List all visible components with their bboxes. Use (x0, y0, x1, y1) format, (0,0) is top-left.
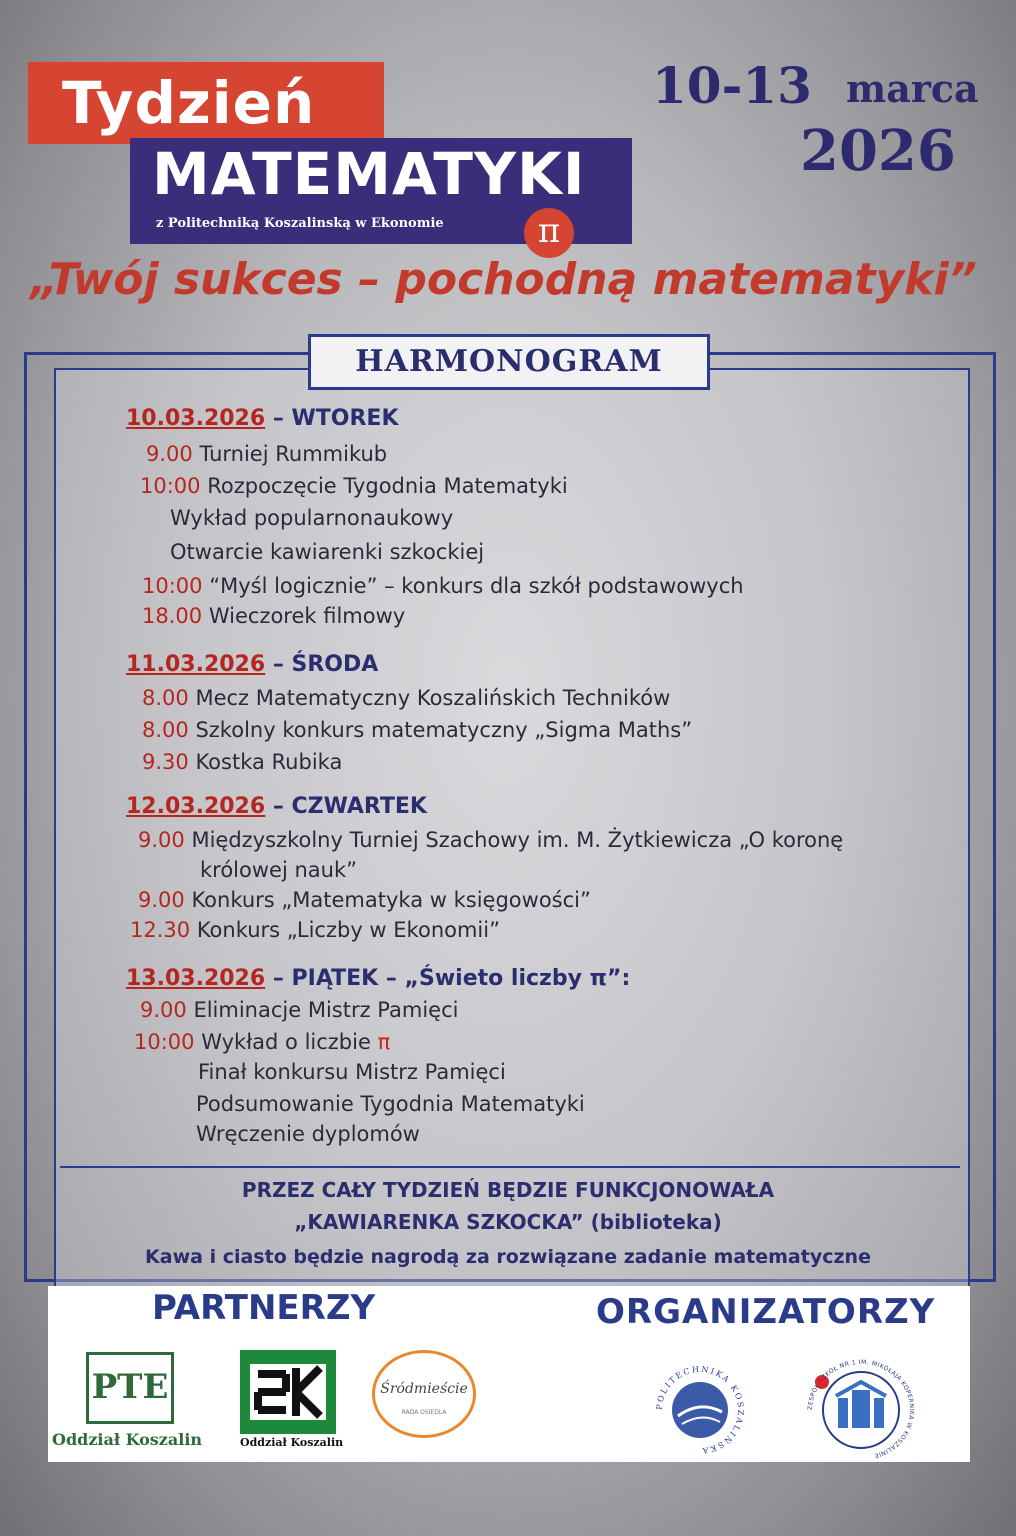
schedule-item (200, 858, 357, 882)
pte-logo-icon: PTE (86, 1352, 174, 1424)
item-text: Konkurs „Matematyka w księgowości” (191, 888, 591, 912)
partners-title: PARTNERZY (152, 1288, 376, 1328)
srodmiescie-sub: RADA OSIEDLA (401, 1409, 447, 1416)
day-header (126, 794, 427, 819)
zespol-ring-text: ZESPÓŁ SZKÓŁ NR 1 IM. MIKOŁAJA KOPERNIKA W KOSZALINIE (806, 1358, 916, 1460)
schedule-item (170, 506, 453, 530)
schedule-item (134, 1030, 390, 1054)
item-time: 9.30 (142, 750, 189, 774)
zespol-logo-icon (796, 1356, 926, 1464)
item-time: 8.00 (142, 686, 189, 710)
schedule-item (198, 1060, 506, 1084)
day-date: 12.03.2026 (126, 794, 266, 819)
pi-suffix: π (377, 1030, 391, 1054)
slogan: „Twój sukces – pochodną matematyki” (30, 254, 977, 305)
item-text: Szkolny konkurs matematyczny „Sigma Maths” (195, 718, 693, 742)
item-text: Mecz Matematyczny Koszalińskich Techników (195, 686, 671, 710)
schedule-title: HARMONOGRAM (308, 334, 710, 390)
schedule-item (138, 828, 843, 852)
day-date: 11.03.2026 (126, 652, 266, 677)
day-name: – WTOREK (272, 406, 399, 431)
item-time: 8.00 (142, 718, 189, 742)
date-month: marca (846, 66, 979, 111)
item-time: 9.00 (138, 888, 185, 912)
schedule-item (196, 1122, 420, 1146)
item-time: 12.30 (130, 918, 191, 942)
schedule-item (140, 998, 458, 1022)
pi-badge-icon: π (524, 208, 574, 258)
day-date: 13.03.2026 (126, 966, 266, 991)
item-text: Finał konkursu Mistrz Pamięci (198, 1060, 506, 1084)
sk-caption: Oddział Koszalin (240, 1436, 344, 1449)
item-time: 9.00 (140, 998, 187, 1022)
schedule-item (146, 442, 387, 466)
day-date: 10.03.2026 (126, 406, 266, 431)
schedule-item (130, 918, 500, 942)
item-text: Turniej Rummikub (199, 442, 388, 466)
day-name: – CZWARTEK (272, 794, 427, 819)
schedule-item (196, 1092, 585, 1116)
sk-logo-icon (240, 1350, 336, 1434)
day-header (126, 966, 630, 991)
srodmiescie-logo-icon (372, 1350, 476, 1438)
item-time: 10:00 (142, 574, 203, 598)
title-matematyki: MATEMATYKI (152, 140, 586, 208)
title-subtitle: z Politechniką Koszalinską w Ekonomie (156, 216, 444, 231)
divider (60, 1166, 960, 1168)
day-header (126, 406, 399, 431)
schedule-item (170, 540, 484, 564)
item-text: Otwarcie kawiarenki szkockiej (170, 540, 485, 564)
schedule-item (142, 574, 744, 598)
organizers-title: ORGANIZATORZY (596, 1292, 936, 1332)
item-time: 9.00 (138, 828, 185, 852)
item-text: Eliminacje Mistrz Pamięci (193, 998, 459, 1022)
item-text: Wręczenie dyplomów (196, 1122, 420, 1146)
item-text: Podsumowanie Tygodnia Matematyki (196, 1092, 585, 1116)
footer-line-1: PRZEZ CAŁY TYDZIEŃ BĘDZIE FUNKCJONOWAŁA (241, 1178, 775, 1202)
item-text: Międzyszkolny Turniej Szachowy im. M. Żytkiewicza „O koronę (191, 828, 844, 852)
schedule-item (142, 686, 670, 710)
item-text: Wieczorek filmowy (208, 604, 406, 628)
item-time: 10:00 (134, 1030, 195, 1054)
schedule-item (142, 718, 692, 742)
item-text: “Myśl logicznie” – konkurs dla szkół podstawowych (209, 574, 744, 598)
day-header (126, 652, 378, 677)
politechnika-ring-text: POLITECHNIKA KOSZALIŃSKA (654, 1364, 746, 1456)
schedule-item (140, 474, 568, 498)
item-text: królowej nauk” (200, 858, 357, 882)
item-text: Rozpoczęcie Tygodnia Matematyki (207, 474, 568, 498)
schedule-item (142, 750, 342, 774)
item-text: Wykład o liczbie (201, 1030, 371, 1054)
politechnika-logo-icon (642, 1360, 758, 1464)
title-tydzien: Tydzień (28, 62, 384, 144)
date-year: 2026 (800, 118, 956, 184)
footer-line-2: „KAWIARENKA SZKOCKA” (biblioteka) (294, 1210, 722, 1234)
day-name: – ŚRODA (272, 652, 379, 677)
item-time: 10:00 (140, 474, 201, 498)
pte-caption: Oddział Koszalin (52, 1430, 203, 1449)
item-text: Konkurs „Liczby w Ekonomii” (196, 918, 500, 942)
item-text: Wykład popularnonaukowy (170, 506, 454, 530)
schedule-item (142, 604, 405, 628)
item-time: 9.00 (146, 442, 193, 466)
footer-line-3: Kawa i ciasto będzie nagrodą za rozwiązane zadanie matematyczne (145, 1246, 871, 1268)
item-text: Kostka Rubika (195, 750, 343, 774)
item-time: 18.00 (142, 604, 203, 628)
schedule-item (138, 888, 591, 912)
day-name: – PIĄTEK – „Świeto liczby π”: (272, 966, 631, 991)
srodmiescie-text: Śródmieście (380, 1381, 468, 1397)
date-range: 10-13 (652, 56, 812, 115)
